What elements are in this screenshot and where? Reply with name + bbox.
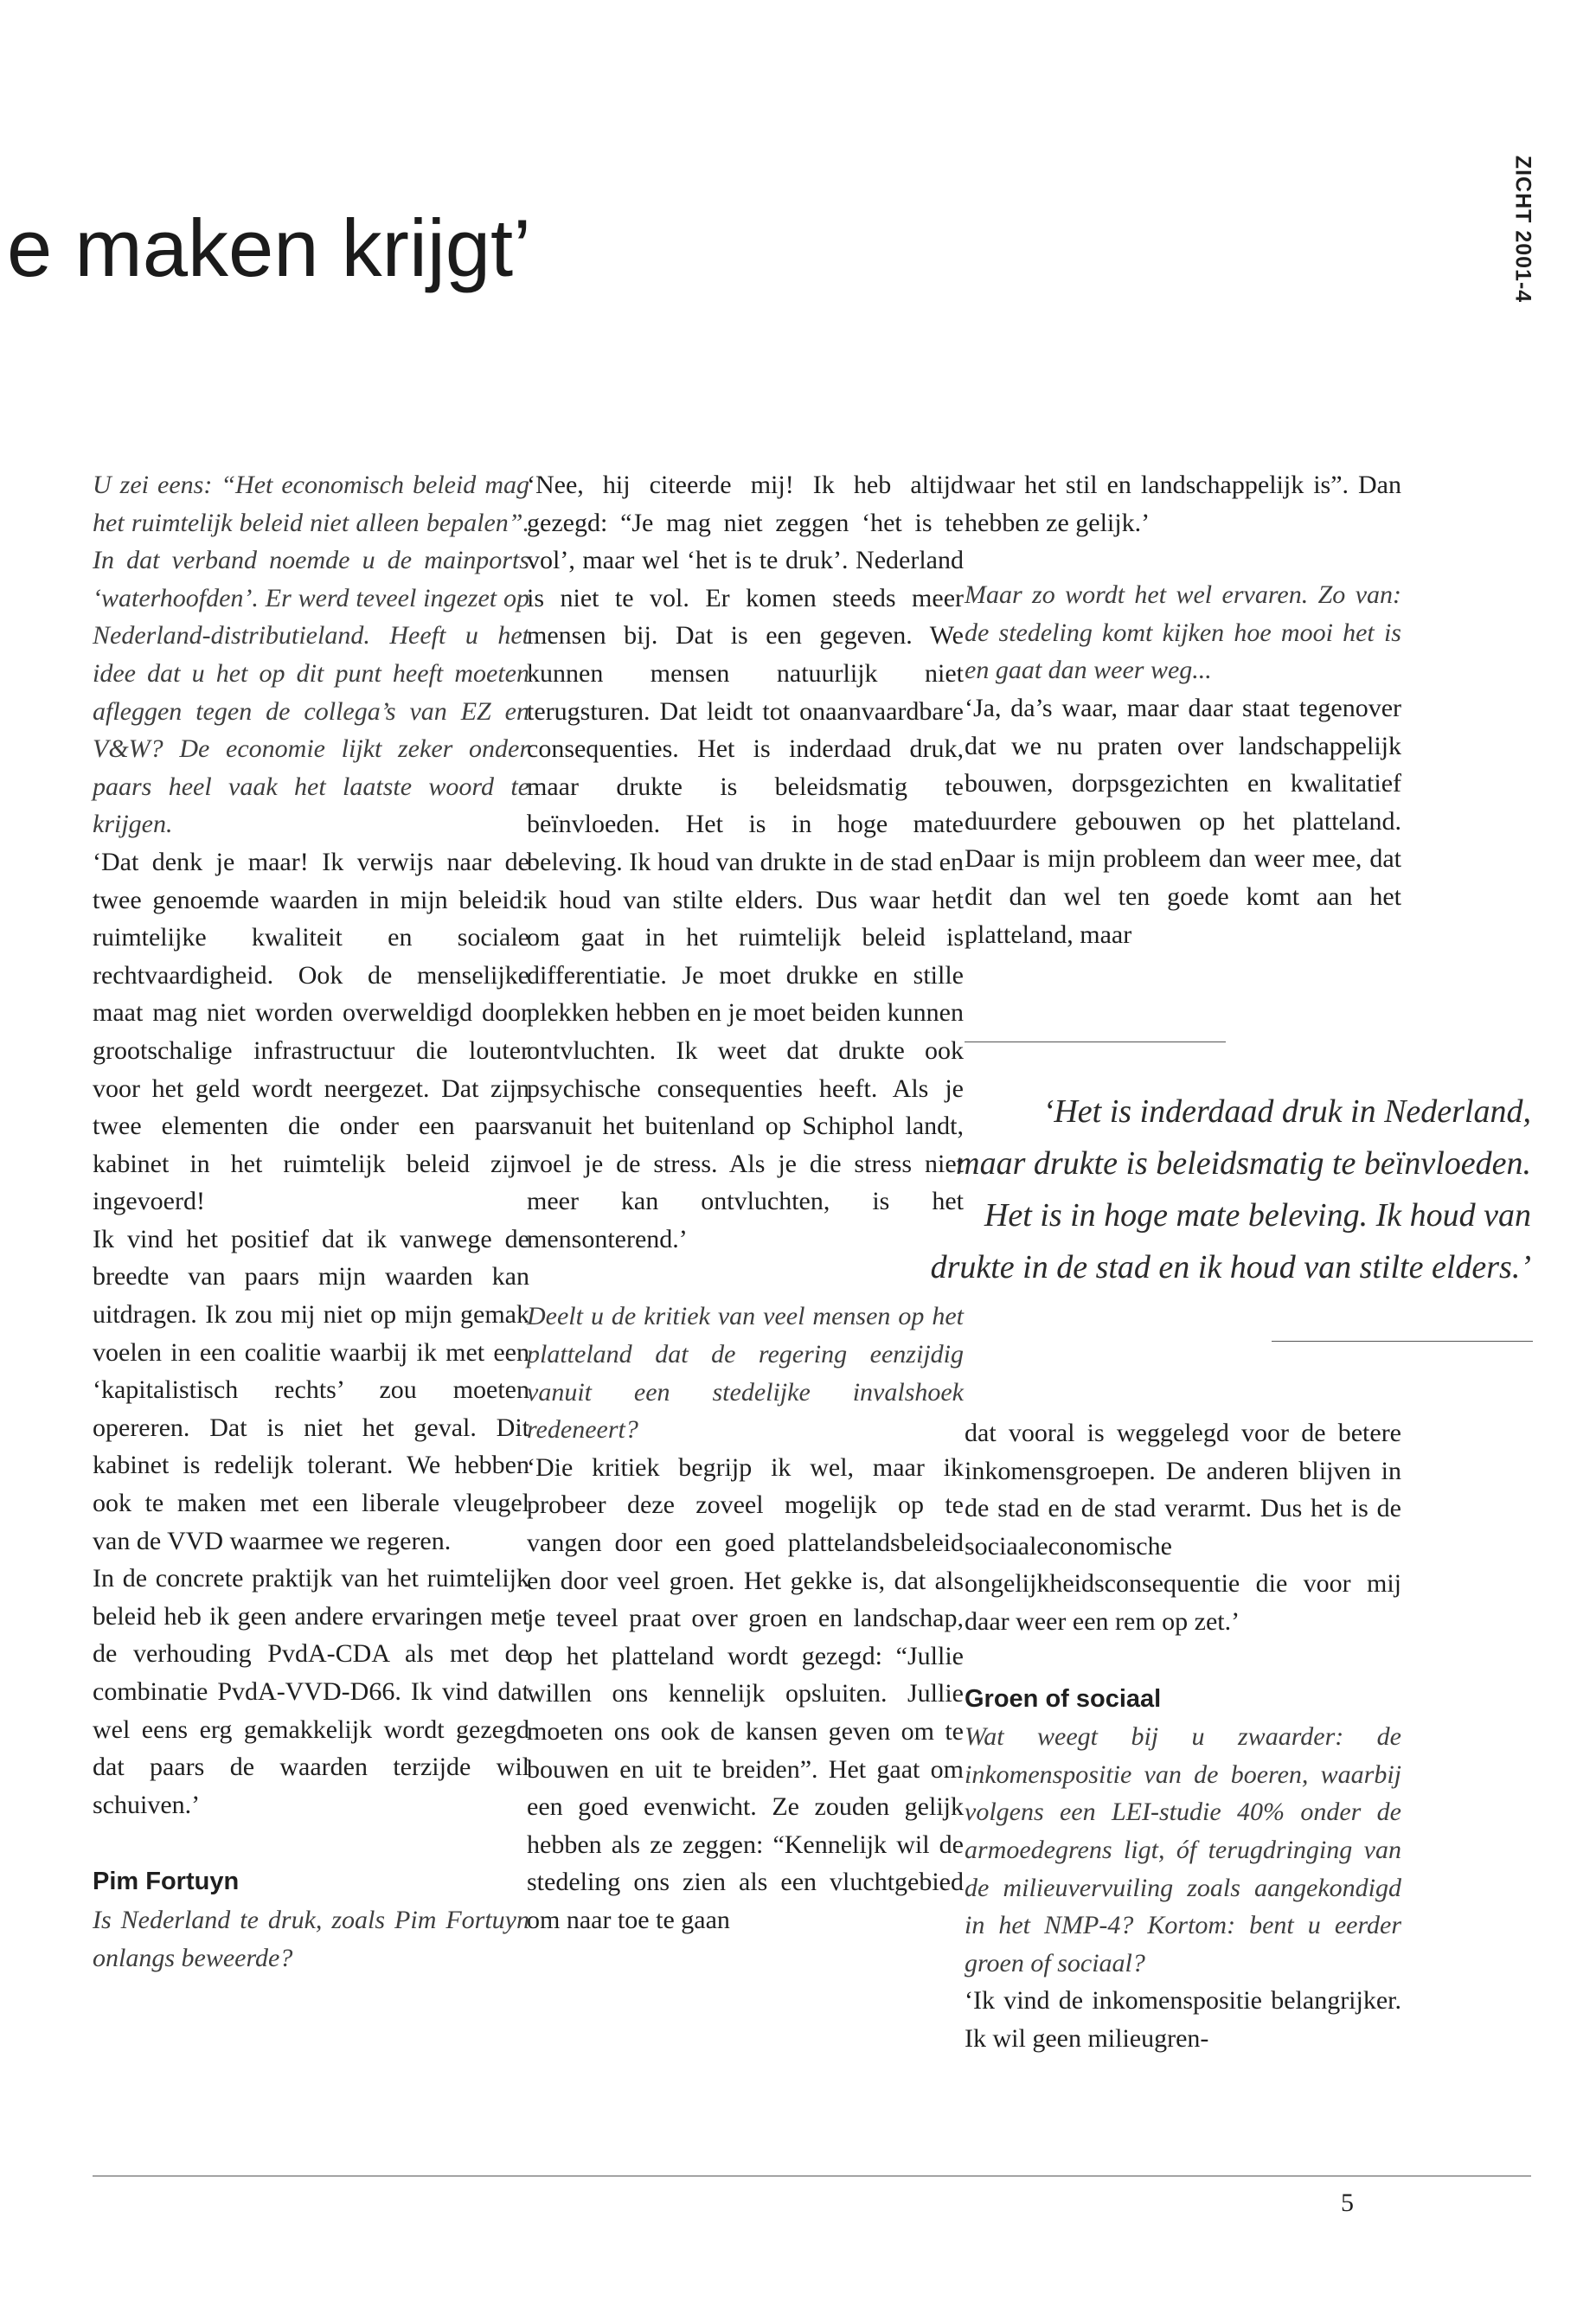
interview-question: Deelt u de kritiek van veel mensen op het platteland dat de regering eenzijdig vanuit een stedelijke invalshoek redeneert? [527, 1302, 964, 1445]
interview-answer: ‘Ja, da’s waar, maar daar staat tegenover dat we nu praten over landschappelijk bouwen, dorpsgezichten en kwalitatief duurdere gebouwen op het platteland. Daar is mijn probleem dan weer mee, dat dit dan wel ten goede komt aan het platteland, maar [965, 693, 1401, 949]
interview-question: Is Nederland te druk, zoals Pim Fortuyn onlangs beweerde? [93, 1905, 529, 1972]
pull-quote-line: ‘Het is inderdaad druk in Nederland, [1042, 1093, 1531, 1130]
interview-question: Maar zo wordt het wel ervaren. Zo van: de stedeling komt kijken hoe mooi het is en gaat dan weer weg... [965, 580, 1401, 685]
interview-question: Wat weegt bij u zwaarder: de inkomenspositie van de boeren, waarbij volgens een LEI-studie 40% onder de armoedegrens ligt, óf terugdringing van de milieuvervuiling zoals aangekondigd in het NMP-4? Kortom: bent u eerder groen of sociaal? [965, 1722, 1401, 1977]
pull-quote-line: maar drukte is beleidsmatig te beïnvloeden. [956, 1145, 1531, 1182]
text-column-2 [527, 466, 964, 1939]
interview-answer: ‘Ik vind de inkomenspositie belangrijker. Ik wil geen milieugren- [965, 1986, 1401, 2053]
interview-answer: ‘Die kritiek begrijp ik wel, maar ik probeer deze zoveel mogelijk op te vangen door een goed plattelandsbeleid en door veel groen. Het gekke is, dat als je teveel praat over groen en landschap, op het platteland wordt gezegd: “Jullie willen ons kennelijk opsluiten. Jullie moeten ons ook de kansen geven om te bouwen en uit te breiden”. Het gaat om een goed evenwicht. Ze zouden gelijk hebben als ze zeggen: “Kennelijk wil de stedeling ons zien als een vluchtgebied om naar toe te gaan [527, 1452, 964, 1934]
text-column-3-lower [965, 1414, 1401, 2058]
interview-answer: ‘Nee, hij citeerde mij! Ik heb altijd gezegd: “Je mag niet zeggen ‘het is te vol’, maar wel ‘het is te druk’. Nederland is niet te vol. Er komen steeds meer mensen bij. Dat is een gegeven. We kunnen mensen natuurlijk niet terugsturen. Dat leidt tot onaanvaardbare consequenties. Het is inderdaad druk, maar drukte is beleidsmatig te beïnvloeden. Het is in hoge mate beleving. Ik houd van drukte in de stad en ik houd van stilte elders. Dus waar het om gaat in het ruimtelijk beleid is differentiatie. Je moet drukke en stille plekken hebben en je moet beiden kunnen ontvluchten. Ik weet dat drukte ook psychische consequenties heeft. Als je vanuit het buitenland op Schiphol landt, voel je de stress. Als je die stress niet meer kan ontvluchten, is het mensonterend.’ [527, 471, 964, 1253]
pull-quote [917, 1086, 1531, 1293]
interview-answer: waar het stil en landschappelijk is”. Dan hebben ze gelijk.’ [965, 471, 1401, 537]
pullquote-bottom-rule [1272, 1341, 1533, 1342]
journal-issue-label [1505, 156, 1540, 303]
text-column-3 [965, 466, 1401, 953]
interview-answer: dat vooral is weggelegd voor de betere inkomensgroepen. De anderen blijven in de stad en de stad verarmt. Dus het is de sociaaleconomische ongelijkheidsconsequentie die voor mij daar weer een rem op zet.’ [965, 1419, 1401, 1636]
section-heading: Pim Fortuyn [93, 1868, 240, 1896]
journal-issue-text: ZICHT 2001-4 [1510, 155, 1535, 304]
interview-question: U zei eens: “Het economisch beleid mag het ruimtelijk beleid niet alleen bepalen”. In dat verband noemde u de mainports ‘waterhoofden’. Er werd teveel ingezet op Nederland-distributieland. Heeft u het idee dat u het op dit punt heeft moeten afleggen tegen de collega’s van EZ en V&W? De economie lijkt zeker onder paars heel vaak het laatste woord te krijgen. [93, 471, 529, 839]
article-title: e maken krijgt’ [7, 202, 531, 293]
interview-answer: In de concrete praktijk van het ruimtelijk beleid heb ik geen andere ervaringen met de verhouding PvdA-CDA als met de combinatie PvdA-VVD-D66. Ik vind dat wel eens erg gemakkelijk wordt gezegd dat paars de waarden terzijde wil schuiven.’ [93, 1564, 529, 1819]
interview-answer: ‘Dat denk je maar! Ik verwijs naar de twee genoemde waarden in mijn beleid: ruimtelijke kwaliteit en sociale rechtvaardigheid. Ook de menselijke maat mag niet worden overweldigd door grootschalige infrastructuur die louter voor het geld wordt neergezet. Dat zijn twee elementen die onder een paars kabinet in het ruimtelijk beleid zijn ingevoerd! [93, 847, 529, 1216]
pull-quote-line: Het is in hoge mate beleving. Ik houd van [984, 1197, 1531, 1234]
section-heading: Groen of sociaal [965, 1684, 1162, 1713]
text-column-1 [93, 466, 529, 1977]
page-number: 5 [1341, 2189, 1354, 2217]
interview-answer: Ik vind het positief dat ik vanwege de breedte van paars mijn waarden kan uitdragen. Ik zou mij niet op mijn gemak voelen in een coalitie waarbij ik met een ‘kapitalistisch rechts’ zou moeten opereren. Dat is niet het geval. Dit kabinet is redelijk tolerant. We hebben ook te maken met een liberale vleugel van de VVD waarmee we regeren. [93, 1224, 529, 1555]
pull-quote-line: drukte in de stad en ik houd van stilte elders.’ [930, 1249, 1531, 1285]
